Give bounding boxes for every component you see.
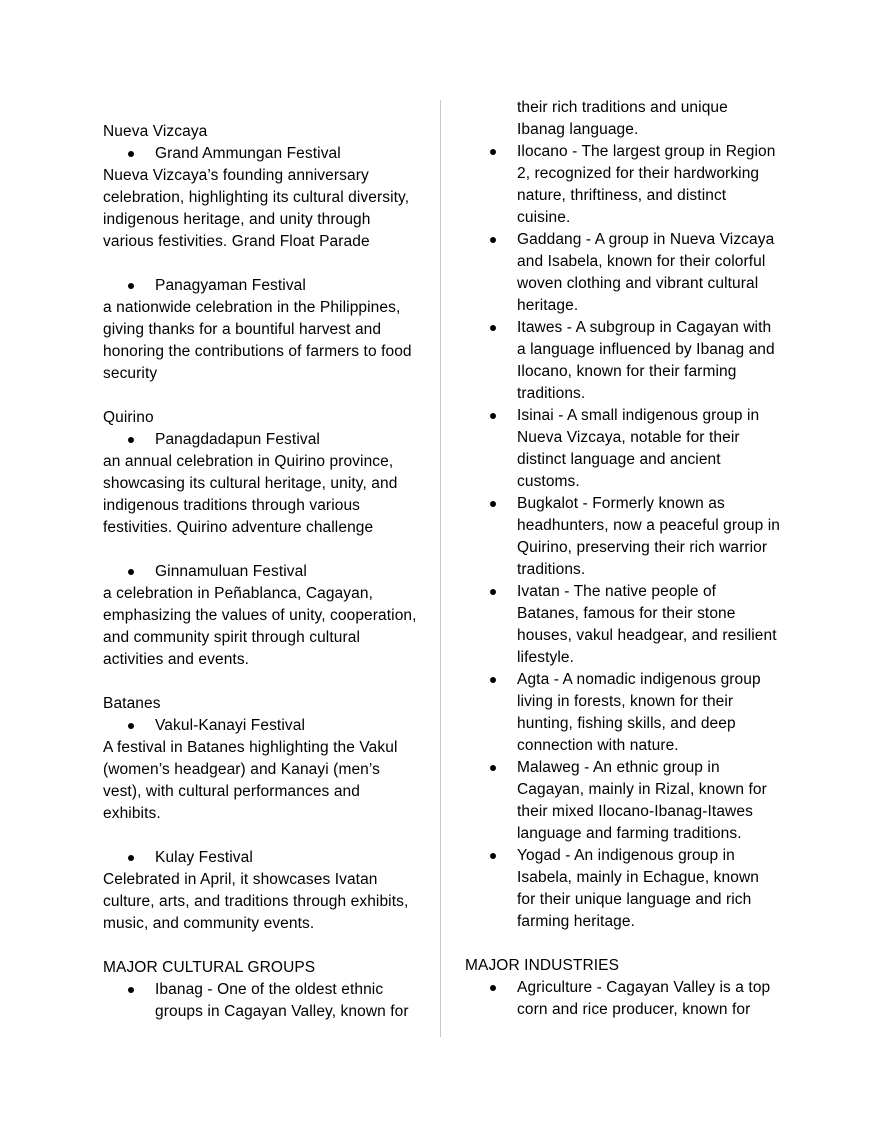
list-item-text: Panagyaman Festival — [155, 277, 306, 294]
paragraph: a celebration in Peñablanca, Cagayan, emphasizing the values of unity, cooperation, and community spirit through cultural activities and events. — [103, 585, 417, 668]
list-item-text: Agriculture - Cagayan Valley is a top corn and rice producer, known for — [517, 979, 771, 1018]
list-item — [103, 561, 418, 583]
list-item — [103, 979, 418, 1023]
list-item-text: Ilocano - The largest group in Region 2, recognized for their hardworking nature, thriftiness, and distinct cuisine. — [517, 143, 776, 226]
list-item-text: Isinai - A small indigenous group in Nueva Vizcaya, notable for their distinct language and ancient customs. — [517, 407, 760, 490]
list-item — [465, 977, 780, 1021]
bullet-dot-icon — [490, 757, 517, 845]
list-item — [465, 669, 780, 757]
bullet-dot-icon — [128, 143, 155, 165]
right-column — [465, 97, 780, 1021]
list-item-text: Panagdadapun Festival — [155, 431, 320, 448]
list-item — [465, 405, 780, 493]
section-heading: Batanes — [103, 695, 161, 712]
blank-line — [103, 825, 418, 847]
blank-line — [103, 671, 418, 693]
list-item-text: Vakul-Kanayi Festival — [155, 717, 305, 734]
continuation-paragraph: their rich traditions and unique Ibanag language. — [517, 99, 728, 138]
paragraph: Celebrated in April, it showcases Ivatan culture, arts, and traditions through exhibits, music, and community events. — [103, 871, 409, 932]
bullet-dot-icon — [490, 405, 517, 493]
list-item — [103, 275, 418, 297]
bullet-dot-icon — [490, 229, 517, 317]
list-item — [465, 229, 780, 317]
column-divider — [440, 100, 441, 1037]
bullet-dot-icon — [490, 845, 517, 933]
list-item-text: Kulay Festival — [155, 849, 253, 866]
bullet-dot-icon — [128, 715, 155, 737]
bullet-dot-icon — [490, 581, 517, 669]
bullet-dot-icon — [490, 493, 517, 581]
list-item-text: Yogad - An indigenous group in Isabela, mainly in Echague, known for their unique language and rich farming heritage. — [517, 847, 759, 930]
list-item-text: Ibanag - One of the oldest ethnic groups in Cagayan Valley, known for — [155, 981, 409, 1020]
bullet-dot-icon — [128, 429, 155, 451]
bullet-dot-icon — [128, 979, 155, 1023]
bullet-dot-icon — [490, 141, 517, 229]
bullet-dot-icon — [128, 561, 155, 583]
bullet-dot-icon — [490, 669, 517, 757]
blank-line — [465, 933, 780, 955]
list-item-text: Bugkalot - Formerly known as headhunters, now a peaceful group in Quirino, preserving their rich warrior traditions. — [517, 495, 780, 578]
left-column — [103, 121, 418, 1023]
list-item-text: Itawes - A subgroup in Cagayan with a language influenced by Ibanag and Ilocano, known for their farming traditions. — [517, 319, 775, 402]
paragraph: a nationwide celebration in the Philippines, giving thanks for a bountiful harvest and honoring the contributions of farmers to food security — [103, 299, 412, 382]
list-item — [465, 141, 780, 229]
list-item-text: Grand Ammungan Festival — [155, 145, 341, 162]
list-item — [465, 845, 780, 933]
list-item-text: Agta - A nomadic indigenous group living in forests, known for their hunting, fishing skills, and deep connection with nature. — [517, 671, 761, 754]
list-item-text: Ginnamuluan Festival — [155, 563, 307, 580]
bullet-dot-icon — [490, 977, 517, 1021]
blank-line — [103, 539, 418, 561]
list-item-text: Ivatan - The native people of Batanes, famous for their stone houses, vakul headgear, and resilient lifestyle. — [517, 583, 777, 666]
bullet-dot-icon — [128, 847, 155, 869]
paragraph: Nueva Vizcaya’s founding anniversary celebration, highlighting its cultural diversity, indigenous heritage, and unity through various festivities. Grand Float Parade — [103, 167, 410, 250]
list-item — [103, 143, 418, 165]
section-heading: Nueva Vizcaya — [103, 123, 208, 140]
list-item — [465, 757, 780, 845]
blank-line — [103, 935, 418, 957]
bullet-dot-icon — [128, 275, 155, 297]
section-heading: MAJOR CULTURAL GROUPS — [103, 959, 316, 976]
list-item — [465, 493, 780, 581]
list-item — [103, 715, 418, 737]
list-item-text: Gaddang - A group in Nueva Vizcaya and Isabela, known for their colorful woven clothing and vibrant cultural heritage. — [517, 231, 775, 314]
list-item — [103, 429, 418, 451]
section-heading: MAJOR INDUSTRIES — [465, 957, 620, 974]
section-heading: Quirino — [103, 409, 154, 426]
blank-line — [103, 253, 418, 275]
paragraph: an annual celebration in Quirino province, showcasing its cultural heritage, unity, and indigenous traditions through various festivities. Quirino adventure challenge — [103, 453, 398, 536]
paragraph: A festival in Batanes highlighting the Vakul (women’s headgear) and Kanayi (men’s vest), with cultural performances and exhibits. — [103, 739, 398, 822]
bullet-dot-icon — [490, 317, 517, 405]
list-item — [465, 317, 780, 405]
list-item — [103, 847, 418, 869]
list-item — [465, 581, 780, 669]
list-item-text: Malaweg - An ethnic group in Cagayan, mainly in Rizal, known for their mixed Ilocano-Ibanag-Itawes language and farming traditions. — [517, 759, 767, 842]
blank-line — [103, 385, 418, 407]
